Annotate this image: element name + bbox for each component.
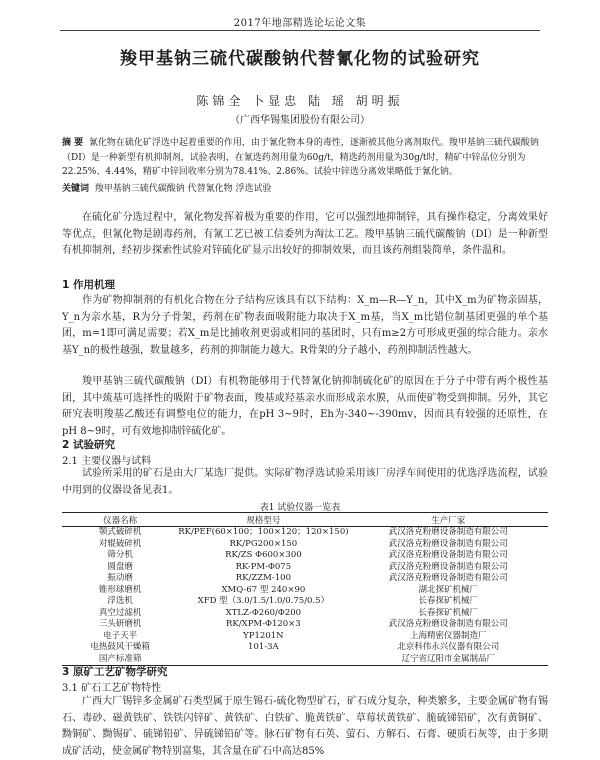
section3-paragraph-1: 广西大厂锡锌多金属矿石类型属于原生锡石-硫化物型矿石，矿石成分复杂，种类繁多，主要金属矿物有锡石、毒砂、磁黄铁矿、铁铁闪锌矿、黄铁矿、白铁矿、脆黄铁矿、草莓状黄铁矿、脆硫锑铅矿，次有黄铜矿、黝铜矿、黝锡矿、硫锑铅矿、异硫锑铅矿等。脉石矿物有石英、萤石、方解石、石膏、硬质石灰等，由于多期成矿活动，使金属矿物特别富集，其含量在矿石中高达85% <box>62 696 548 757</box>
table-caption: 表1 试验仪器一览表 <box>259 503 341 513</box>
manufacturer-cell: 北京科伟永兴仪器有限公司 <box>397 642 500 652</box>
instrument-cell: 电热鼓风干燥箱 <box>90 642 150 652</box>
model-cell: 101-3A <box>248 642 279 652</box>
model-cell: XFD 型（3.0/1.5/1.0/0.75/0.5） <box>197 596 330 606</box>
section2-heading: 2 试验研究 <box>62 439 115 451</box>
manufacturer-cell: 武汉洛克粉磨设备制造有限公司 <box>388 550 508 560</box>
manufacturer-cell: 武汉洛克粉磨设备制造有限公司 <box>388 538 508 549</box>
model-cell: RK/PEF(60×100；100×120；120×150) <box>178 527 349 537</box>
header-manufacturer: 生产厂家 <box>349 513 548 527</box>
instrument-cell: 振动磨 <box>107 573 133 583</box>
model-cell: RK/ZZM-100 <box>235 573 291 583</box>
instrument-cell: 圆盘磨 <box>107 561 133 572</box>
table-row <box>62 539 548 551</box>
section2-paragraph-1: 试验所采用的矿石是由大厂某选厂提供。实际矿物浮选试验采用该厂房浮车间使用的优选浮选流程，试验中用到的仪器设备见表1。 <box>62 468 548 496</box>
keywords <box>62 182 548 197</box>
model-cell: XTLZ-Φ260/Φ200 <box>225 607 302 618</box>
model-cell: RK/ZS Φ600×300 <box>225 550 302 560</box>
table-row <box>62 608 548 620</box>
section2-1-heading: 2.1 主要仪器与试料 <box>62 456 152 467</box>
keywords-text: 羧甲基钠三硫代碳酸钠 代替氰化物 浮选试验 <box>94 184 272 194</box>
table-row <box>62 527 548 539</box>
table-row <box>62 573 548 585</box>
model-cell: XMQ-67 型 240×90 <box>221 584 306 595</box>
intro-paragraph: 在硫化矿分选过程中，氰化物发挥着极为重要的作用，它可以强烈地抑制锌，具有操作稳定，分离效果好等优点，但氰化物是剧毒药剂，有氰工艺已被工信委列为淘汰工艺。羧甲基钠三硫代碳酸钠（DI）是一种新型有机抑制剂，经初步探索性试验对锌硫化矿显示出较好的抑制效果，而且该药剂组装简单，条件温和。 <box>62 212 548 256</box>
instrument-cell: 国产标准筛 <box>62 654 178 666</box>
section1-heading: 1 作用机理 <box>62 279 115 291</box>
running-header: 2017年地部精选论坛论文集 <box>233 18 367 29</box>
header-rule <box>60 30 540 31</box>
keywords-label: 关键词 <box>62 184 90 194</box>
header-instrument: 仪器名称 <box>62 513 178 527</box>
instrument-cell: 颚式破碎机 <box>98 527 142 537</box>
table-row <box>62 642 548 654</box>
model-cell: RK/PG200×150 <box>229 538 298 549</box>
model-cell: RK-PM-Φ075 <box>235 561 292 572</box>
authors: 陈锦全 卜显忠 陆 瑶 胡明振 <box>196 94 404 108</box>
table-row <box>62 619 548 631</box>
manufacturer-cell: 辽宁省辽阳市金属制品厂 <box>349 654 548 666</box>
model-cell: YP1201N <box>243 630 284 641</box>
manufacturer-cell: 武汉洛克粉磨设备制造有限公司 <box>388 619 508 629</box>
instrument-cell: 对辊破碎机 <box>98 538 142 549</box>
manufacturer-cell: 武汉洛克粉磨设备制造有限公司 <box>388 527 508 537</box>
manufacturer-cell: 武汉洛克粉磨设备制造有限公司 <box>388 573 508 583</box>
model-cell <box>178 654 348 666</box>
instrument-cell: 锥形球磨机 <box>98 584 142 595</box>
instrument-cell: 浮选机 <box>107 596 133 606</box>
table-row <box>62 631 548 643</box>
section1-paragraph-1: 作为矿物抑制剂的有机化合物在分子结构应该具有以下结构：X_m—R—Y_n，其中X_m为矿物亲固基，Y_n为亲水基，R为分子骨架，药剂在矿物表面吸附能力取决于X_m基，当X_m比错位制基团更强的单个基团，m=1即可满足需要；若X_m是比捕收剂更弱或相同的基团时，只有m≥2方可形成更强的综合能力。亲水基Y_n的极性越强，数量越多，药剂的抑制能力越大。R骨架的分子越小，药剂抑制活性越大。 <box>62 295 548 356</box>
section3-heading: 3 原矿工艺矿物学研究 <box>62 666 168 678</box>
instrument-cell: 三头研磨机 <box>98 619 142 629</box>
section1-paragraph-2: 羧甲基钠三硫代碳酸钠（DI）有机物能够用于代替氰化钠抑制硫化矿的原因在于分子中带有两个极性基团，其中巯基可选择性的吸附于矿物表面，羧基或羟基亲水而形成亲水膜，从而使矿物受到抑制。另外，其它研究表明羧基乙酸还有调整电位的能力，在pH 3~9时，Eh为-340~-390mv，因而具有较强的还原性，在pH 8~9时，可有效地抑制锌硫化矿。 <box>62 376 548 437</box>
abstract <box>62 136 548 180</box>
manufacturer-cell: 上海精密仪器制造厂 <box>410 630 487 641</box>
paper-title: 羧甲基钠三硫代碳酸钠代替氰化物的试验研究 <box>120 49 480 69</box>
manufacturer-cell: 湖北探矿机械厂 <box>418 584 479 595</box>
manufacturer-cell: 长春探矿机械厂 <box>418 596 479 606</box>
instrument-table <box>62 512 548 666</box>
table-row <box>62 562 548 574</box>
table-row <box>62 585 548 597</box>
manufacturer-cell: 武汉洛克粉磨设备制造有限公司 <box>388 561 508 572</box>
affiliation: （广西华锡集团股份有限公司） <box>230 115 370 126</box>
table-row <box>62 550 548 562</box>
manufacturer-cell: 长春探矿机械厂 <box>418 607 479 618</box>
abstract-text: 氰化物在硫化矿浮选中起着重要的作用，由于氰化物本身的毒性，逐渐被其他分离剂取代。羧甲基钠三硫代碳酸钠（DI）是一种新型有机抑制剂，试验表明，在氰选药剂用量为60g/t，精选药剂用量为30g/t时，精矿中锌品位分别为22.25%、4.44%，精矿中锌回收率分别为78.41%、2.86%。试验中锌选分离效果略低于氰化钠。 <box>62 138 539 177</box>
model-cell: RK/XPM-Φ120×3 <box>226 619 301 629</box>
abstract-label: 摘 要 <box>62 138 84 148</box>
table-header-row <box>62 513 548 527</box>
instrument-cell: 电子天平 <box>103 630 138 641</box>
instrument-cell: 真空过滤机 <box>98 607 142 618</box>
section3-1-heading: 3.1 矿石工艺矿物特性 <box>62 683 162 694</box>
header-model: 规格型号 <box>178 513 348 527</box>
instrument-cell: 筛分机 <box>107 550 133 560</box>
table-row <box>62 596 548 608</box>
